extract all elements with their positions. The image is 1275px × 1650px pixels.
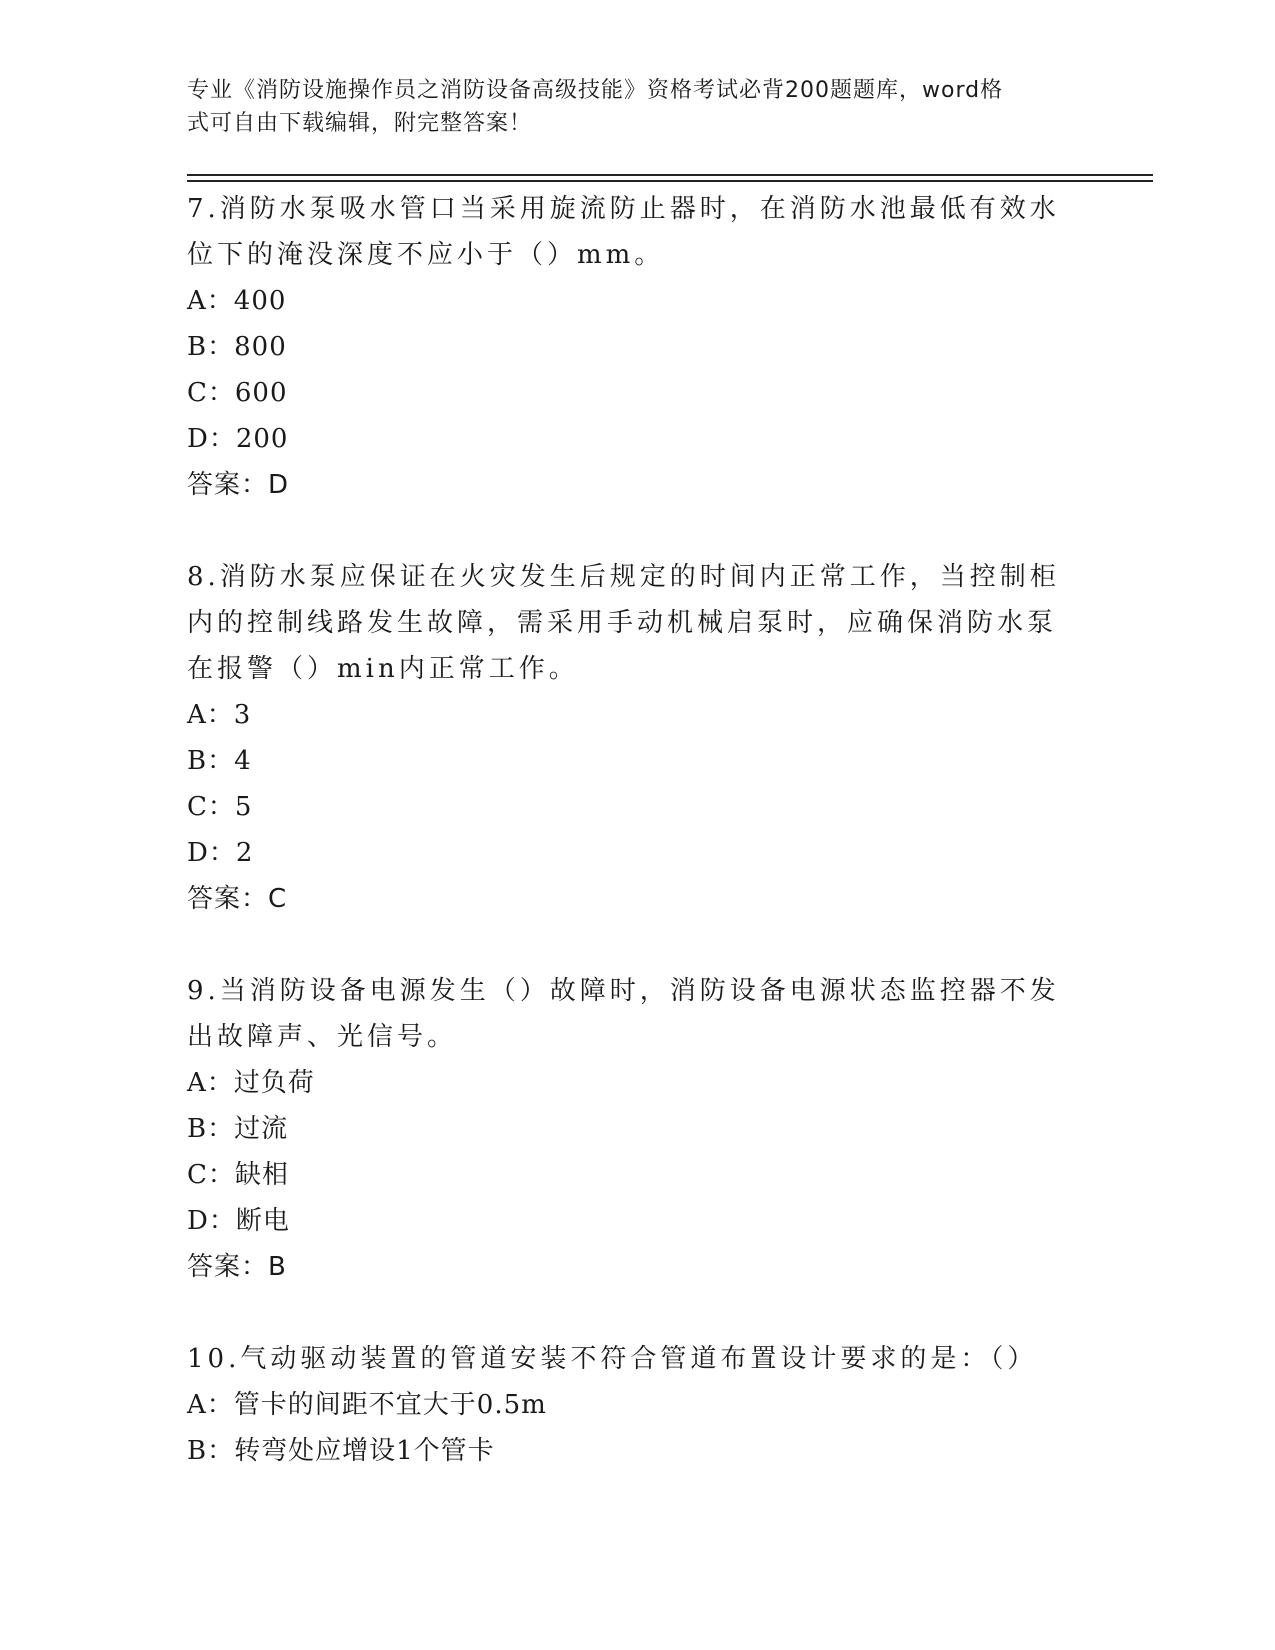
option-c: C：5 [187,792,253,822]
header-line-1: 专业《消防设施操作员之消防设备高级技能》资格考试必背200题题库，word格 [187,78,1004,103]
question-9 [187,968,1067,1290]
option-d: D：2 [187,838,254,868]
document-header [187,74,1067,140]
question-stem: 7.消防水泵吸水管口当采用旋流防止器时，在消防水池最低有效水位下的淹没深度不应小于（）mm。 [187,194,1060,270]
question-stem: 8.消防水泵应保证在火灾发生后规定的时间内正常工作，当控制柜内的控制线路发生故障，需采用手动机械启泵时，应确保消防水泵在报警（）min内正常工作。 [187,562,1060,684]
header-divider-bottom [187,180,1153,182]
option-c: C：缺相 [187,1160,289,1190]
question-stem: 9.当消防设备电源发生（）故障时，消防设备电源状态监控器不发出故障声、光信号。 [187,976,1060,1052]
question-7 [187,186,1067,508]
answer-line: 答案：D [187,470,290,500]
header-line-2: 式可自由下载编辑，附完整答案！ [187,111,533,136]
option-b: B：过流 [187,1114,289,1144]
answer-line: 答案：B [187,1252,287,1282]
option-a: A：400 [187,286,287,316]
answer-line: 答案：C [187,884,288,914]
option-a: A：过负荷 [187,1068,315,1098]
option-c: C：600 [187,378,288,408]
option-b: B：800 [187,332,287,362]
question-list [187,186,1067,1520]
header-divider-top [187,174,1153,176]
option-d: D：断电 [187,1206,290,1236]
question-stem: 10.气动驱动装置的管道安装不符合管道布置设计要求的是：（） [187,1344,1038,1374]
option-b: B：转弯处应增设1个管卡 [187,1436,495,1466]
option-b: B：4 [187,746,252,776]
option-a: A：管卡的间距不宜大于0.5m [187,1390,547,1420]
question-10 [187,1336,1067,1474]
option-a: A：3 [187,700,252,730]
question-8 [187,554,1067,922]
option-d: D：200 [187,424,289,454]
